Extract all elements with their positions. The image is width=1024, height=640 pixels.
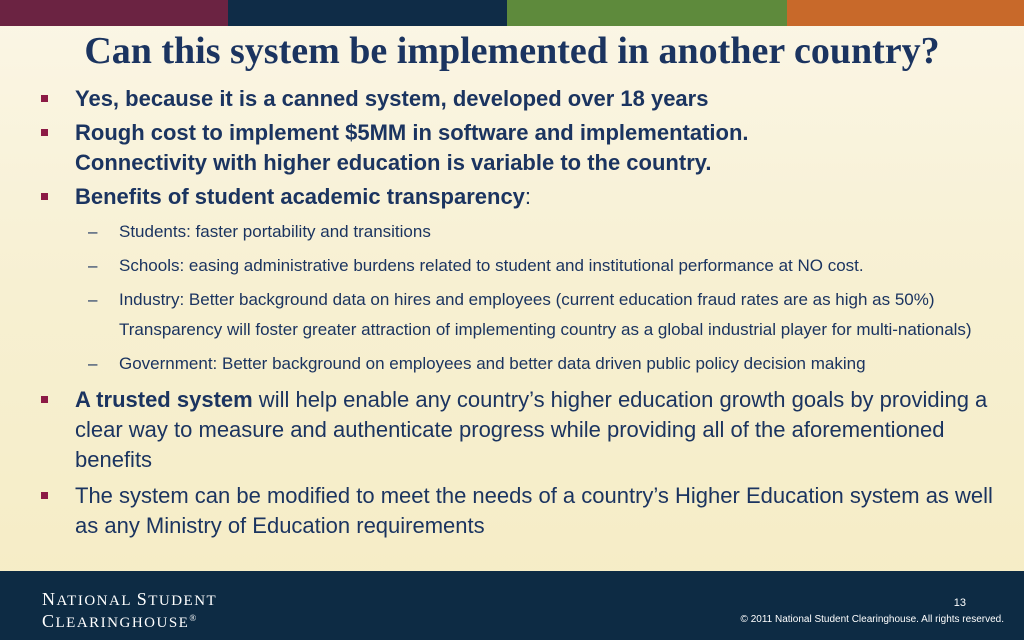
registered-mark: ® — [189, 613, 198, 623]
sub-bullet-dash: – — [88, 290, 98, 309]
bullet-text-bold: Benefits of student academic transparency — [75, 184, 525, 209]
bullet-item — [36, 385, 1006, 475]
sub-bullet-text: Government: Better background on employees and better data driven public policy decision making — [119, 354, 866, 373]
sub-bullet-text: Students: faster portability and transitions — [119, 222, 431, 241]
color-bar-segment — [228, 0, 507, 26]
bullet-text-bold: A trusted system — [75, 387, 253, 412]
logo-letter: N — [42, 589, 57, 609]
sub-bullet-item — [36, 251, 1006, 281]
sub-bullet-item — [36, 349, 1006, 379]
slide-content — [36, 84, 1006, 541]
logo-line-1 — [42, 591, 217, 610]
copyright-notice: © 2011 National Student Clearinghouse. All rights reserved. — [740, 614, 1004, 625]
color-bar-segment — [0, 0, 228, 26]
bullet-marker-icon — [41, 129, 48, 136]
bullet-item — [36, 481, 1006, 541]
bullet-marker-icon — [41, 492, 48, 499]
sub-bullet-dash: – — [88, 256, 98, 275]
logo-letter: S — [136, 589, 149, 609]
bullet-text-line: Connectivity with higher education is variable to the country. — [75, 150, 712, 175]
logo-text: TUDENT — [148, 593, 218, 609]
logo-letter: C — [42, 611, 56, 631]
sub-bullet-text: Industry: Better background data on hires and employees (current education fraud rates are as high as 50%) Transparency will foster greater attraction of implementing country as a global industrial player for multi-nationals) — [119, 290, 972, 339]
bullet-item — [36, 84, 1006, 114]
color-bar-segment — [507, 0, 787, 26]
sub-bullet-item — [36, 217, 1006, 247]
logo-line-2 — [42, 610, 217, 632]
logo-text: LEARINGHOUSE — [55, 615, 190, 631]
sub-bullet-dash: – — [88, 222, 98, 241]
bullet-text-line: Rough cost to implement $5MM in software and implementation. — [75, 120, 749, 145]
footer-bar — [0, 571, 1024, 640]
bullet-item — [36, 182, 1006, 212]
bullet-marker-icon — [41, 396, 48, 403]
bullet-text: will help enable any country’s higher education growth goals by providing a clear way to measure and authenticate progress while providing all of the aforementioned benefits — [75, 387, 988, 472]
sub-bullet-item — [36, 285, 1006, 345]
page-number: 13 — [953, 597, 966, 609]
bullet-text: Yes, because it is a canned system, developed over 18 years — [75, 86, 709, 111]
top-color-bar — [0, 0, 1024, 26]
bullet-text: The system can be modified to meet the needs of a country’s Higher Education system as well as any Ministry of Education requirements — [75, 483, 993, 538]
logo-text: ATIONAL — [56, 593, 137, 609]
bullet-marker-icon — [41, 95, 48, 102]
bullet-marker-icon — [41, 193, 48, 200]
sub-bullet-dash: – — [88, 354, 98, 373]
clearinghouse-logo — [42, 591, 217, 632]
sub-bullet-text: Schools: easing administrative burdens related to student and institutional performance at NO cost. — [119, 256, 864, 275]
bullet-colon: : — [524, 184, 532, 209]
slide-title: Can this system be implemented in another country? — [84, 30, 940, 72]
bullet-item — [36, 118, 1006, 178]
color-bar-segment — [787, 0, 1024, 26]
